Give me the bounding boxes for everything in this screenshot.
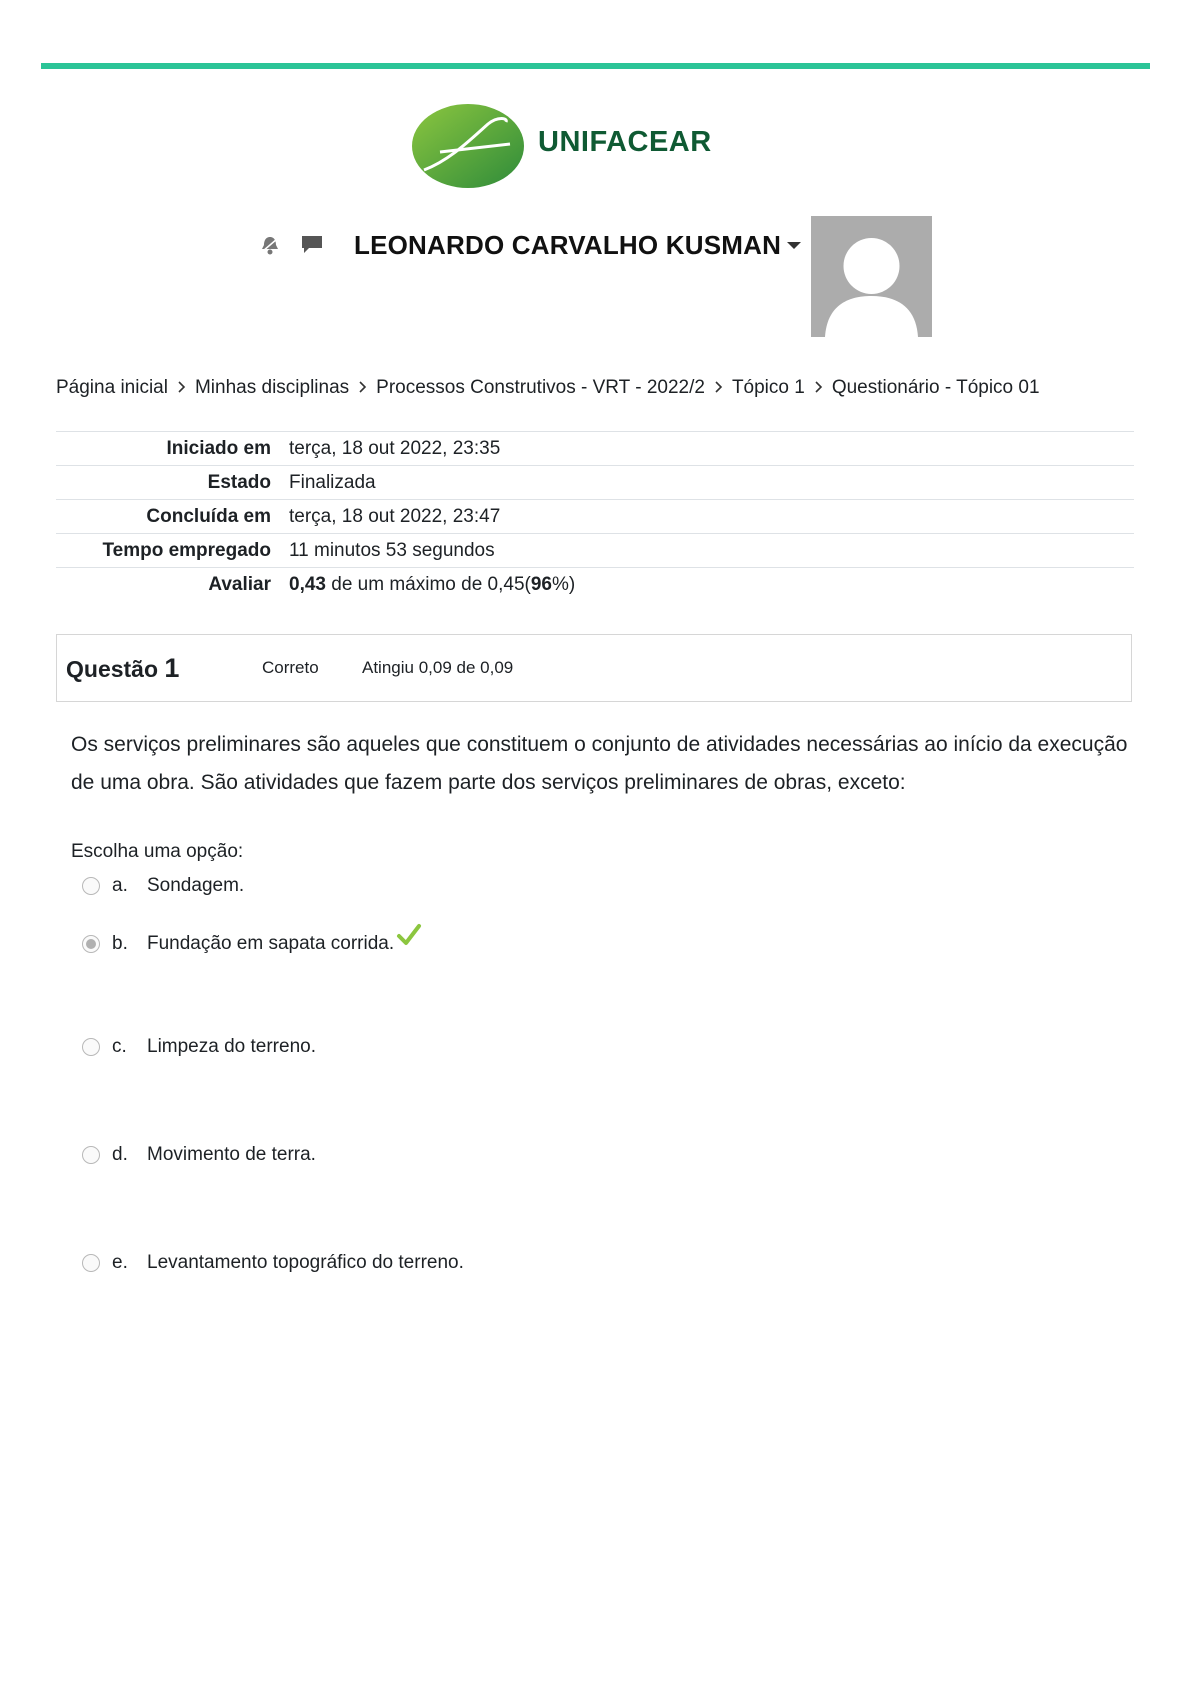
- option-text: Levantamento topográfico do terreno.: [147, 1252, 464, 1273]
- answer-option-a[interactable]: [82, 875, 244, 897]
- radio-button[interactable]: [82, 877, 100, 895]
- summary-value: terça, 18 out 2022, 23:35: [289, 437, 501, 459]
- summary-label: Tempo empregado: [102, 539, 271, 561]
- radio-button[interactable]: [82, 1254, 100, 1272]
- question-number: 1: [164, 652, 180, 683]
- brand-name: UNIFACEAR: [538, 126, 712, 158]
- top-accent-line: [41, 63, 1150, 69]
- option-letter: b.: [112, 933, 128, 954]
- option-text: Sondagem.: [147, 875, 245, 896]
- summary-label: Concluída em: [146, 505, 271, 527]
- breadcrumb-topic[interactable]: Tópico 1: [731, 377, 805, 398]
- question-info-box: [56, 634, 1132, 702]
- chevron-right-icon: [715, 377, 723, 399]
- summary-label: Avaliar: [208, 573, 271, 595]
- grade-suffix: %): [552, 573, 576, 595]
- user-name[interactable]: LEONARDO CARVALHO KUSMAN: [354, 229, 782, 260]
- user-navigation: [258, 220, 801, 270]
- avatar[interactable]: [811, 216, 932, 337]
- radio-button[interactable]: [82, 1146, 100, 1164]
- breadcrumb-quiz[interactable]: Questionário - Tópico 01: [831, 377, 1040, 398]
- question-label: Questão: [66, 655, 159, 682]
- chevron-right-icon: [815, 377, 823, 399]
- question-grade: Atingiu 0,09 de 0,09: [362, 658, 514, 677]
- summary-row-completed: [56, 500, 1134, 534]
- summary-row-started: [56, 432, 1134, 466]
- grade-text: de um máximo de 0,45(: [325, 573, 531, 595]
- answer-option-e[interactable]: [82, 1252, 464, 1274]
- chat-icon[interactable]: [300, 233, 324, 257]
- answer-prompt: Escolha uma opção:: [71, 841, 244, 862]
- question-text: Os serviços preliminares são aqueles que constituem o conjunto de atividades necessárias ao início da execução de uma obra. São atividades que fazem parte dos serviços preliminares de obras, exceto:: [71, 733, 1128, 794]
- option-letter: a.: [112, 875, 128, 896]
- grade-score: 0,43: [289, 573, 326, 595]
- summary-value: [283, 568, 1134, 602]
- answer-option-c[interactable]: [82, 1036, 316, 1058]
- summary-row-time: [56, 534, 1134, 568]
- question-title: [66, 653, 262, 684]
- summary-label: Estado: [207, 471, 271, 493]
- user-silhouette-icon: [811, 216, 932, 337]
- logo-emblem-icon: [410, 100, 530, 190]
- breadcrumb-home[interactable]: Página inicial: [56, 377, 168, 398]
- option-letter: c.: [112, 1036, 127, 1057]
- summary-label: Iniciado em: [166, 437, 271, 459]
- option-text: Limpeza do terreno.: [147, 1036, 316, 1057]
- summary-row-grade: [56, 568, 1134, 602]
- summary-value: Finalizada: [289, 471, 376, 493]
- answer-option-b[interactable]: [82, 928, 422, 960]
- option-letter: e.: [112, 1252, 128, 1273]
- radio-button[interactable]: [82, 1038, 100, 1056]
- checkmark-icon: [396, 922, 422, 954]
- caret-down-icon[interactable]: [787, 242, 801, 249]
- breadcrumb-course[interactable]: Processos Construtivos - VRT - 2022/2: [376, 377, 705, 398]
- bell-icon[interactable]: [258, 233, 282, 257]
- summary-value: 11 minutos 53 segundos: [289, 539, 495, 561]
- unifacear-logo[interactable]: [410, 100, 730, 190]
- chevron-right-icon: [359, 377, 367, 399]
- chevron-right-icon: [178, 377, 186, 399]
- answer-option-d[interactable]: [82, 1144, 316, 1166]
- radio-button-selected[interactable]: [82, 935, 100, 953]
- summary-row-state: [56, 466, 1134, 500]
- breadcrumb-my-courses[interactable]: Minhas disciplinas: [194, 377, 350, 398]
- breadcrumb: [56, 377, 1040, 399]
- summary-value: terça, 18 out 2022, 23:47: [289, 505, 501, 527]
- question-state: Correto: [262, 658, 319, 677]
- option-text: Movimento de terra.: [147, 1144, 316, 1165]
- option-text: Fundação em sapata corrida.: [147, 933, 395, 954]
- grade-percent: 96: [530, 573, 552, 595]
- option-letter: d.: [112, 1144, 128, 1165]
- attempt-summary-table: [56, 431, 1134, 602]
